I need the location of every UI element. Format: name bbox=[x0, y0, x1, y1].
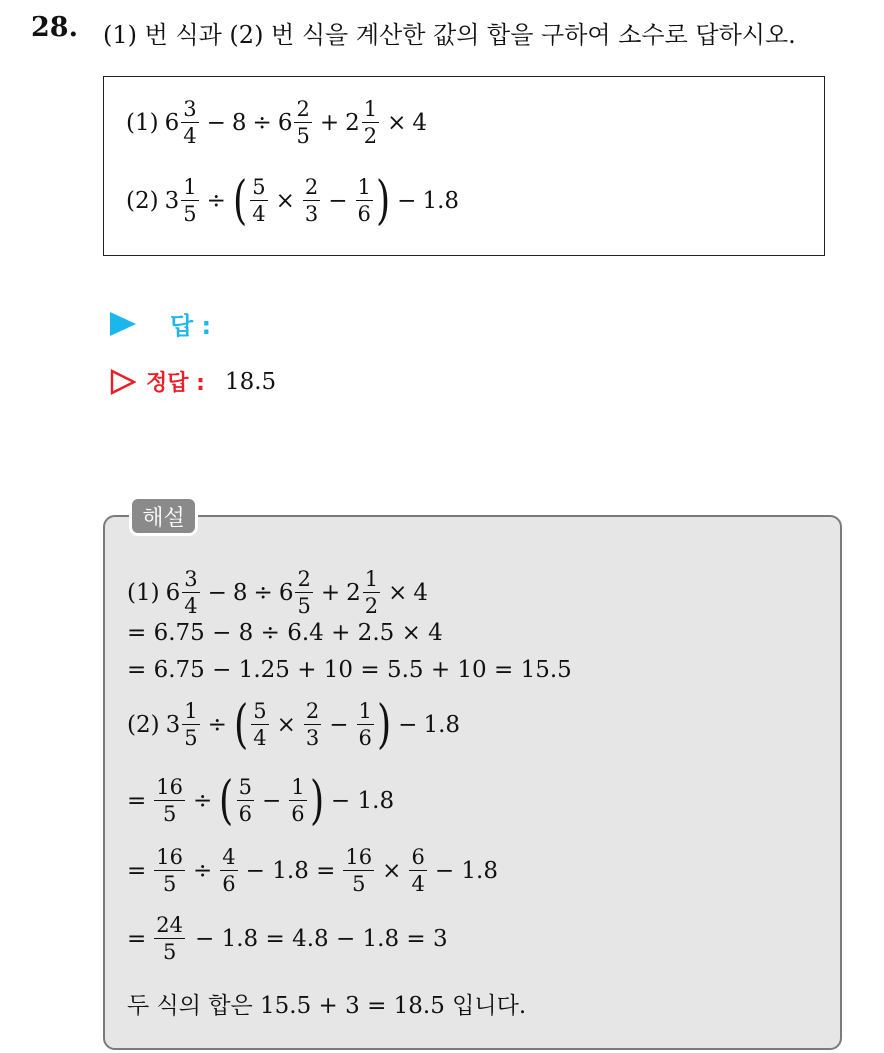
numerator: 16 bbox=[156, 775, 184, 799]
numerator: 6 bbox=[411, 845, 425, 869]
numerator: 16 bbox=[156, 845, 184, 869]
denominator: 6 bbox=[222, 872, 236, 896]
divide-op: ÷ bbox=[207, 712, 227, 738]
fraction bbox=[182, 701, 199, 749]
question-text: (1) 번 식과 (2) 번 식을 계산한 값의 합을 구하여 소수로 답하시오. bbox=[103, 21, 796, 49]
correct-answer-row bbox=[110, 366, 276, 397]
whole: 6 bbox=[277, 110, 293, 136]
mixed-number bbox=[346, 569, 382, 617]
correct-answer-value: 18.5 bbox=[224, 368, 277, 395]
numerator: 2 bbox=[304, 175, 319, 199]
numerator: 3 bbox=[183, 97, 197, 121]
denominator: 2 bbox=[363, 124, 378, 148]
numerator: 5 bbox=[238, 775, 252, 799]
denominator: 6 bbox=[238, 802, 252, 826]
solution-line-3: = 6.75 − 1.25 + 10 = 5.5 + 10 = 15.5 bbox=[127, 657, 572, 683]
equals-op: = bbox=[127, 788, 147, 814]
times-op: × bbox=[382, 858, 402, 884]
divide-op: ÷ bbox=[193, 788, 213, 814]
mixed-number bbox=[165, 99, 201, 147]
expression-tail: − 1.8 bbox=[434, 858, 498, 884]
right-paren: ) bbox=[375, 171, 391, 231]
denominator: 4 bbox=[252, 202, 266, 226]
minus-op: − bbox=[328, 188, 348, 214]
numerator: 16 bbox=[345, 845, 373, 869]
minus-op: − bbox=[397, 188, 417, 214]
whole: 6 bbox=[278, 580, 294, 606]
minus-op: − bbox=[329, 712, 349, 738]
minus-op: − bbox=[207, 580, 227, 606]
number: 4 bbox=[413, 580, 429, 606]
denominator: 4 bbox=[411, 872, 425, 896]
fraction bbox=[294, 99, 311, 147]
minus-op: − bbox=[398, 712, 418, 738]
times-op: × bbox=[388, 580, 408, 606]
fraction bbox=[304, 701, 321, 749]
right-paren: ) bbox=[309, 771, 324, 831]
denominator: 5 bbox=[162, 802, 177, 826]
fraction bbox=[363, 569, 380, 617]
solution-line-5 bbox=[127, 771, 395, 831]
fraction bbox=[251, 701, 268, 749]
times-op: × bbox=[276, 712, 296, 738]
minus-op: − bbox=[206, 110, 226, 136]
fraction bbox=[250, 177, 267, 225]
numerator: 3 bbox=[184, 567, 198, 591]
denominator: 4 bbox=[184, 594, 198, 618]
equals-op: = bbox=[127, 858, 147, 884]
answer-row bbox=[110, 306, 211, 341]
numerator: 1 bbox=[183, 175, 197, 199]
numerator: 1 bbox=[291, 775, 305, 799]
solution-line-6 bbox=[127, 847, 498, 895]
play-triangle-icon bbox=[110, 312, 136, 336]
fraction bbox=[154, 847, 185, 895]
times-op: × bbox=[387, 110, 407, 136]
solution-box bbox=[103, 515, 842, 1050]
denominator: 5 bbox=[352, 872, 366, 896]
whole: 2 bbox=[345, 110, 360, 136]
divide-op: ÷ bbox=[253, 580, 273, 606]
divide-op: ÷ bbox=[206, 188, 226, 214]
number: 4 bbox=[412, 110, 428, 136]
denominator: 6 bbox=[291, 802, 305, 826]
times-op: × bbox=[275, 188, 295, 214]
whole: 3 bbox=[164, 188, 180, 214]
solution-line-4 bbox=[127, 695, 461, 755]
whole: 6 bbox=[164, 110, 180, 136]
denominator: 3 bbox=[304, 202, 319, 226]
number: 8 bbox=[232, 580, 248, 606]
fraction bbox=[343, 847, 374, 895]
expression-tail: − 1.8 bbox=[330, 788, 395, 814]
solution-badge: 해설 bbox=[129, 496, 198, 536]
fraction bbox=[409, 847, 426, 895]
solution-line-7 bbox=[127, 915, 448, 963]
solution-line-2: = 6.75 − 8 ÷ 6.4 + 2.5 × 4 bbox=[127, 620, 443, 646]
eq2-label: (2) bbox=[126, 188, 159, 214]
denominator: 6 bbox=[358, 726, 372, 750]
plus-op: + bbox=[320, 580, 341, 606]
left-paren: ( bbox=[219, 771, 234, 831]
denominator: 5 bbox=[183, 202, 197, 226]
denominator: 5 bbox=[296, 124, 310, 148]
fraction bbox=[362, 99, 379, 147]
number: 8 bbox=[231, 110, 247, 136]
numerator: 24 bbox=[156, 913, 184, 937]
fraction bbox=[181, 99, 198, 147]
plus-op: + bbox=[319, 110, 340, 136]
whole: 6 bbox=[165, 580, 181, 606]
eq1-label: (1) bbox=[127, 580, 160, 606]
minus-op: − bbox=[261, 788, 282, 814]
divide-op: ÷ bbox=[193, 858, 213, 884]
whole: 2 bbox=[346, 580, 361, 606]
fraction bbox=[357, 701, 374, 749]
denominator: 6 bbox=[357, 202, 371, 226]
expression-tail: − 1.8 = 4.8 − 1.8 = 3 bbox=[195, 926, 448, 952]
solution-final-line: 두 식의 합은 15.5 + 3 = 18.5 입니다. bbox=[127, 993, 527, 1019]
denominator: 4 bbox=[183, 124, 197, 148]
divide-op: ÷ bbox=[252, 110, 272, 136]
fraction bbox=[303, 177, 320, 225]
fraction bbox=[237, 777, 254, 825]
numerator: 2 bbox=[297, 567, 311, 591]
left-paren: ( bbox=[233, 695, 249, 755]
outline-triangle-icon bbox=[110, 369, 136, 395]
fraction bbox=[220, 847, 237, 895]
mixed-number bbox=[166, 569, 202, 617]
mixed-number bbox=[345, 99, 381, 147]
mixed-number bbox=[165, 177, 201, 225]
expression-mid: − 1.8 = bbox=[245, 858, 336, 884]
numerator: 2 bbox=[305, 699, 320, 723]
solution-line-1 bbox=[127, 569, 428, 617]
denominator: 5 bbox=[162, 940, 177, 964]
problem-box bbox=[103, 76, 825, 256]
numerator: 4 bbox=[222, 845, 236, 869]
numerator: 5 bbox=[252, 175, 266, 199]
numerator: 5 bbox=[253, 699, 267, 723]
fraction bbox=[154, 915, 185, 963]
denominator: 5 bbox=[297, 594, 311, 618]
numerator: 1 bbox=[364, 567, 379, 591]
correct-answer-label: 정답 : bbox=[146, 371, 205, 396]
number: 1.8 bbox=[422, 188, 460, 214]
numerator: 1 bbox=[357, 175, 371, 199]
denominator: 2 bbox=[364, 594, 379, 618]
right-paren: ) bbox=[376, 695, 392, 755]
denominator: 3 bbox=[305, 726, 320, 750]
mixed-number bbox=[166, 701, 202, 749]
equals-op: = bbox=[127, 926, 147, 952]
mixed-number bbox=[279, 569, 315, 617]
mixed-number bbox=[278, 99, 314, 147]
numerator: 2 bbox=[296, 97, 310, 121]
numerator: 1 bbox=[358, 699, 372, 723]
left-paren: ( bbox=[232, 171, 248, 231]
fraction bbox=[356, 177, 373, 225]
numerator: 1 bbox=[363, 97, 378, 121]
denominator: 5 bbox=[162, 872, 177, 896]
eq2-label: (2) bbox=[127, 712, 160, 738]
problem-eq-1 bbox=[126, 99, 427, 147]
fraction bbox=[181, 177, 198, 225]
denominator: 5 bbox=[184, 726, 198, 750]
fraction bbox=[295, 569, 312, 617]
fraction bbox=[182, 569, 199, 617]
denominator: 4 bbox=[253, 726, 267, 750]
problem-eq-2 bbox=[126, 171, 460, 231]
answer-label: 답 : bbox=[170, 312, 212, 340]
fraction bbox=[154, 777, 185, 825]
question-number: 28. bbox=[31, 12, 78, 43]
number: 1.8 bbox=[423, 712, 461, 738]
fraction bbox=[289, 777, 306, 825]
eq1-label: (1) bbox=[126, 110, 159, 136]
numerator: 1 bbox=[184, 699, 198, 723]
whole: 3 bbox=[165, 712, 181, 738]
